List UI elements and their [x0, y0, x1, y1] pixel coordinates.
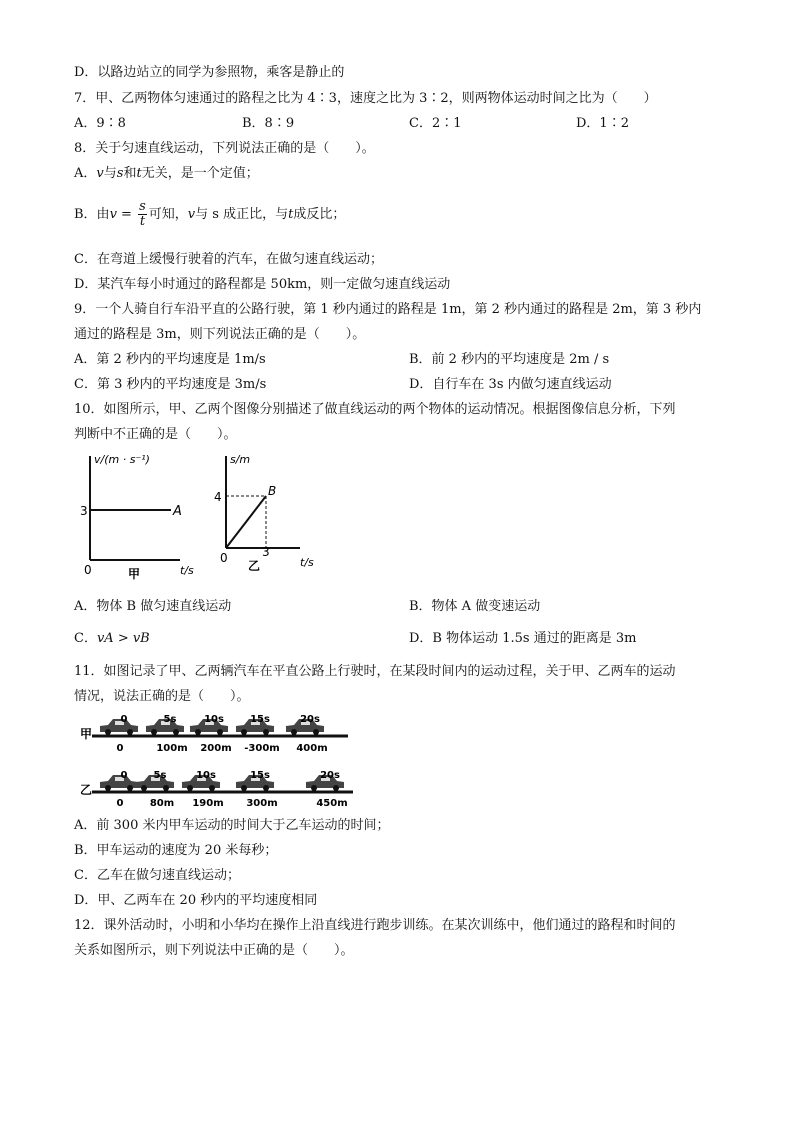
q7-option-b: B．8∶9: [242, 116, 295, 131]
q9-option-b: B．前 2 秒内的平均速度是 2m / s: [409, 352, 610, 367]
cars-yi-time-label: 15s: [250, 770, 270, 781]
q7-option-d: D．1∶2: [576, 116, 629, 131]
cars-jia-label: 甲: [80, 727, 93, 741]
cars-jia-distance-label: 200m: [200, 743, 232, 754]
graph-jia-origin: 0: [84, 563, 92, 577]
cars-jia-distance-label: -300m: [244, 743, 280, 754]
q11-option-d: D．甲、乙两车在 20 秒内的平均速度相同: [74, 893, 318, 908]
graph-yi-y-tick: 4: [214, 490, 222, 504]
cars-jia-time-label: 0: [120, 714, 128, 725]
car-jia-icon: [100, 719, 138, 735]
q10-option-a: A．物体 B 做匀速直线运动: [74, 599, 232, 614]
cars-jia-distance-label: 400m: [296, 743, 328, 754]
cars-jia-time-label: 15s: [250, 714, 270, 725]
q8-option-a: A．v与s和t无关，是一个定值；: [74, 166, 259, 181]
cars-yi-time-label: 0: [120, 770, 128, 781]
car-yi-icon: [100, 775, 138, 791]
cars-yi-time-label: 5s: [153, 770, 167, 781]
graph-yi-x-tick: 3: [262, 545, 270, 559]
graph-yi-ylabel: s/m: [230, 453, 251, 466]
cars-yi-distance-label: 300m: [246, 798, 278, 809]
graph-jia-xlabel: t/s: [180, 564, 194, 577]
q8-stem: 8．关于匀速直线运动，下列说法正确的是（ ）。: [74, 141, 375, 156]
q11-stem-line1: 11．如图记录了甲、乙两辆汽车在平直公路上行驶时，在某段时间内的运动过程，关于甲、乙两车的运动: [74, 664, 676, 679]
cars-yi-distance-label: 80m: [149, 798, 175, 809]
cars-yi-distance-label: 0: [116, 798, 124, 809]
q10-option-b: B．物体 A 做变速运动: [409, 599, 541, 614]
q10-option-d: D．B 物体运动 1.5s 通过的距离是 3m: [409, 631, 637, 646]
q9-stem-line1: 9．一个人骑自行车沿平直的公路行驶，第 1 秒内通过的路程是 1m，第 2 秒内通过的路程是 2m，第 3 秒内: [74, 302, 702, 317]
q11-option-a: A．前 300 米内甲车运动的时间大于乙车运动的时间；: [74, 818, 390, 833]
fraction-s-over-t: $\frac{s}{t}$: [139, 199, 146, 229]
cars-yi-distance-label: 190m: [192, 798, 224, 809]
cars-yi-time-label: 10s: [196, 770, 216, 781]
graph-yi-distance-time: [208, 448, 333, 583]
cars-yi-label: 乙: [80, 783, 93, 797]
graph-jia-line-label: A: [173, 504, 182, 519]
cars-jia-time-label: 5s: [163, 714, 177, 725]
q8-option-b: B．由v = $\frac{s}{t}$ 可知，v与 s 成正比，与t成反比；: [74, 199, 346, 229]
q11-stem-line2: 情况，说法正确的是（ ）。: [74, 689, 250, 704]
graph-jia-ylabel: v/(m · s⁻¹): [94, 453, 150, 466]
q9-option-d: D．自行车在 3s 内做匀速直线运动: [409, 377, 612, 392]
graph-yi-caption: 乙: [248, 559, 261, 573]
q10-option-c: C．vA > vB: [74, 631, 150, 646]
q9-option-c: C．第 3 秒内的平均速度是 3m/s: [74, 377, 267, 392]
q9-option-a: A．第 2 秒内的平均速度是 1m/s: [74, 352, 266, 367]
q7-option-c: C．2∶1: [409, 116, 462, 131]
q12-stem-line2: 关系如图所示，则下列说法中正确的是（ ）。: [74, 943, 354, 958]
cars-jia-distance-label: 100m: [156, 743, 188, 754]
cars-yi-time-label: 20s: [320, 770, 340, 781]
cars-motion-diagram: [78, 710, 358, 810]
graph-yi-origin: 0: [220, 551, 228, 565]
q8-option-c: C．在弯道上缓慢行驶着的汽车，在做匀速直线运动；: [74, 252, 383, 267]
graph-jia-y-tick: 3: [80, 504, 88, 518]
q11-option-b: B．甲车运动的速度为 20 米每秒；: [74, 843, 278, 858]
q6-option-d: D．以路边站立的同学为参照物，乘客是静止的: [74, 65, 345, 80]
graph-jia-velocity-time: [78, 448, 208, 583]
q11-option-c: C．乙车在做匀速直线运动；: [74, 868, 240, 883]
q7-option-a: A．9∶8: [74, 116, 126, 131]
cars-jia-time-label: 20s: [300, 714, 320, 725]
cars-jia-time-label: 10s: [204, 714, 224, 725]
q10-stem-line2: 判断中不正确的是（ ）。: [74, 427, 237, 442]
graph-jia-caption: 甲: [128, 567, 141, 581]
cars-jia-distance-label: 0: [116, 743, 124, 754]
q7-stem: 7．甲、乙两物体匀速通过的路程之比为 4∶3，速度之比为 3∶2，则两物体运动时间之比为（ ）: [74, 91, 657, 106]
q12-stem-line1: 12．课外活动时，小明和小华均在操作上沿直线进行跑步训练。在某次训练中，他们通过的路程和时间的: [74, 918, 676, 933]
q9-stem-line2: 通过的路程是 3m，则下列说法正确的是（ ）。: [74, 327, 366, 342]
graph-yi-point-label: B: [268, 484, 277, 498]
q10-stem-line1: 10．如图所示，甲、乙两个图像分别描述了做直线运动的两个物体的运动情况。根据图像信息分析，下列: [74, 402, 676, 417]
q8-option-d: D．某汽车每小时通过的路程都是 50km，则一定做匀速直线运动: [74, 277, 451, 292]
cars-yi-distance-label: 450m: [316, 798, 348, 809]
graph-yi-distance-line: [226, 496, 266, 548]
graph-yi-xlabel: t/s: [300, 556, 314, 569]
